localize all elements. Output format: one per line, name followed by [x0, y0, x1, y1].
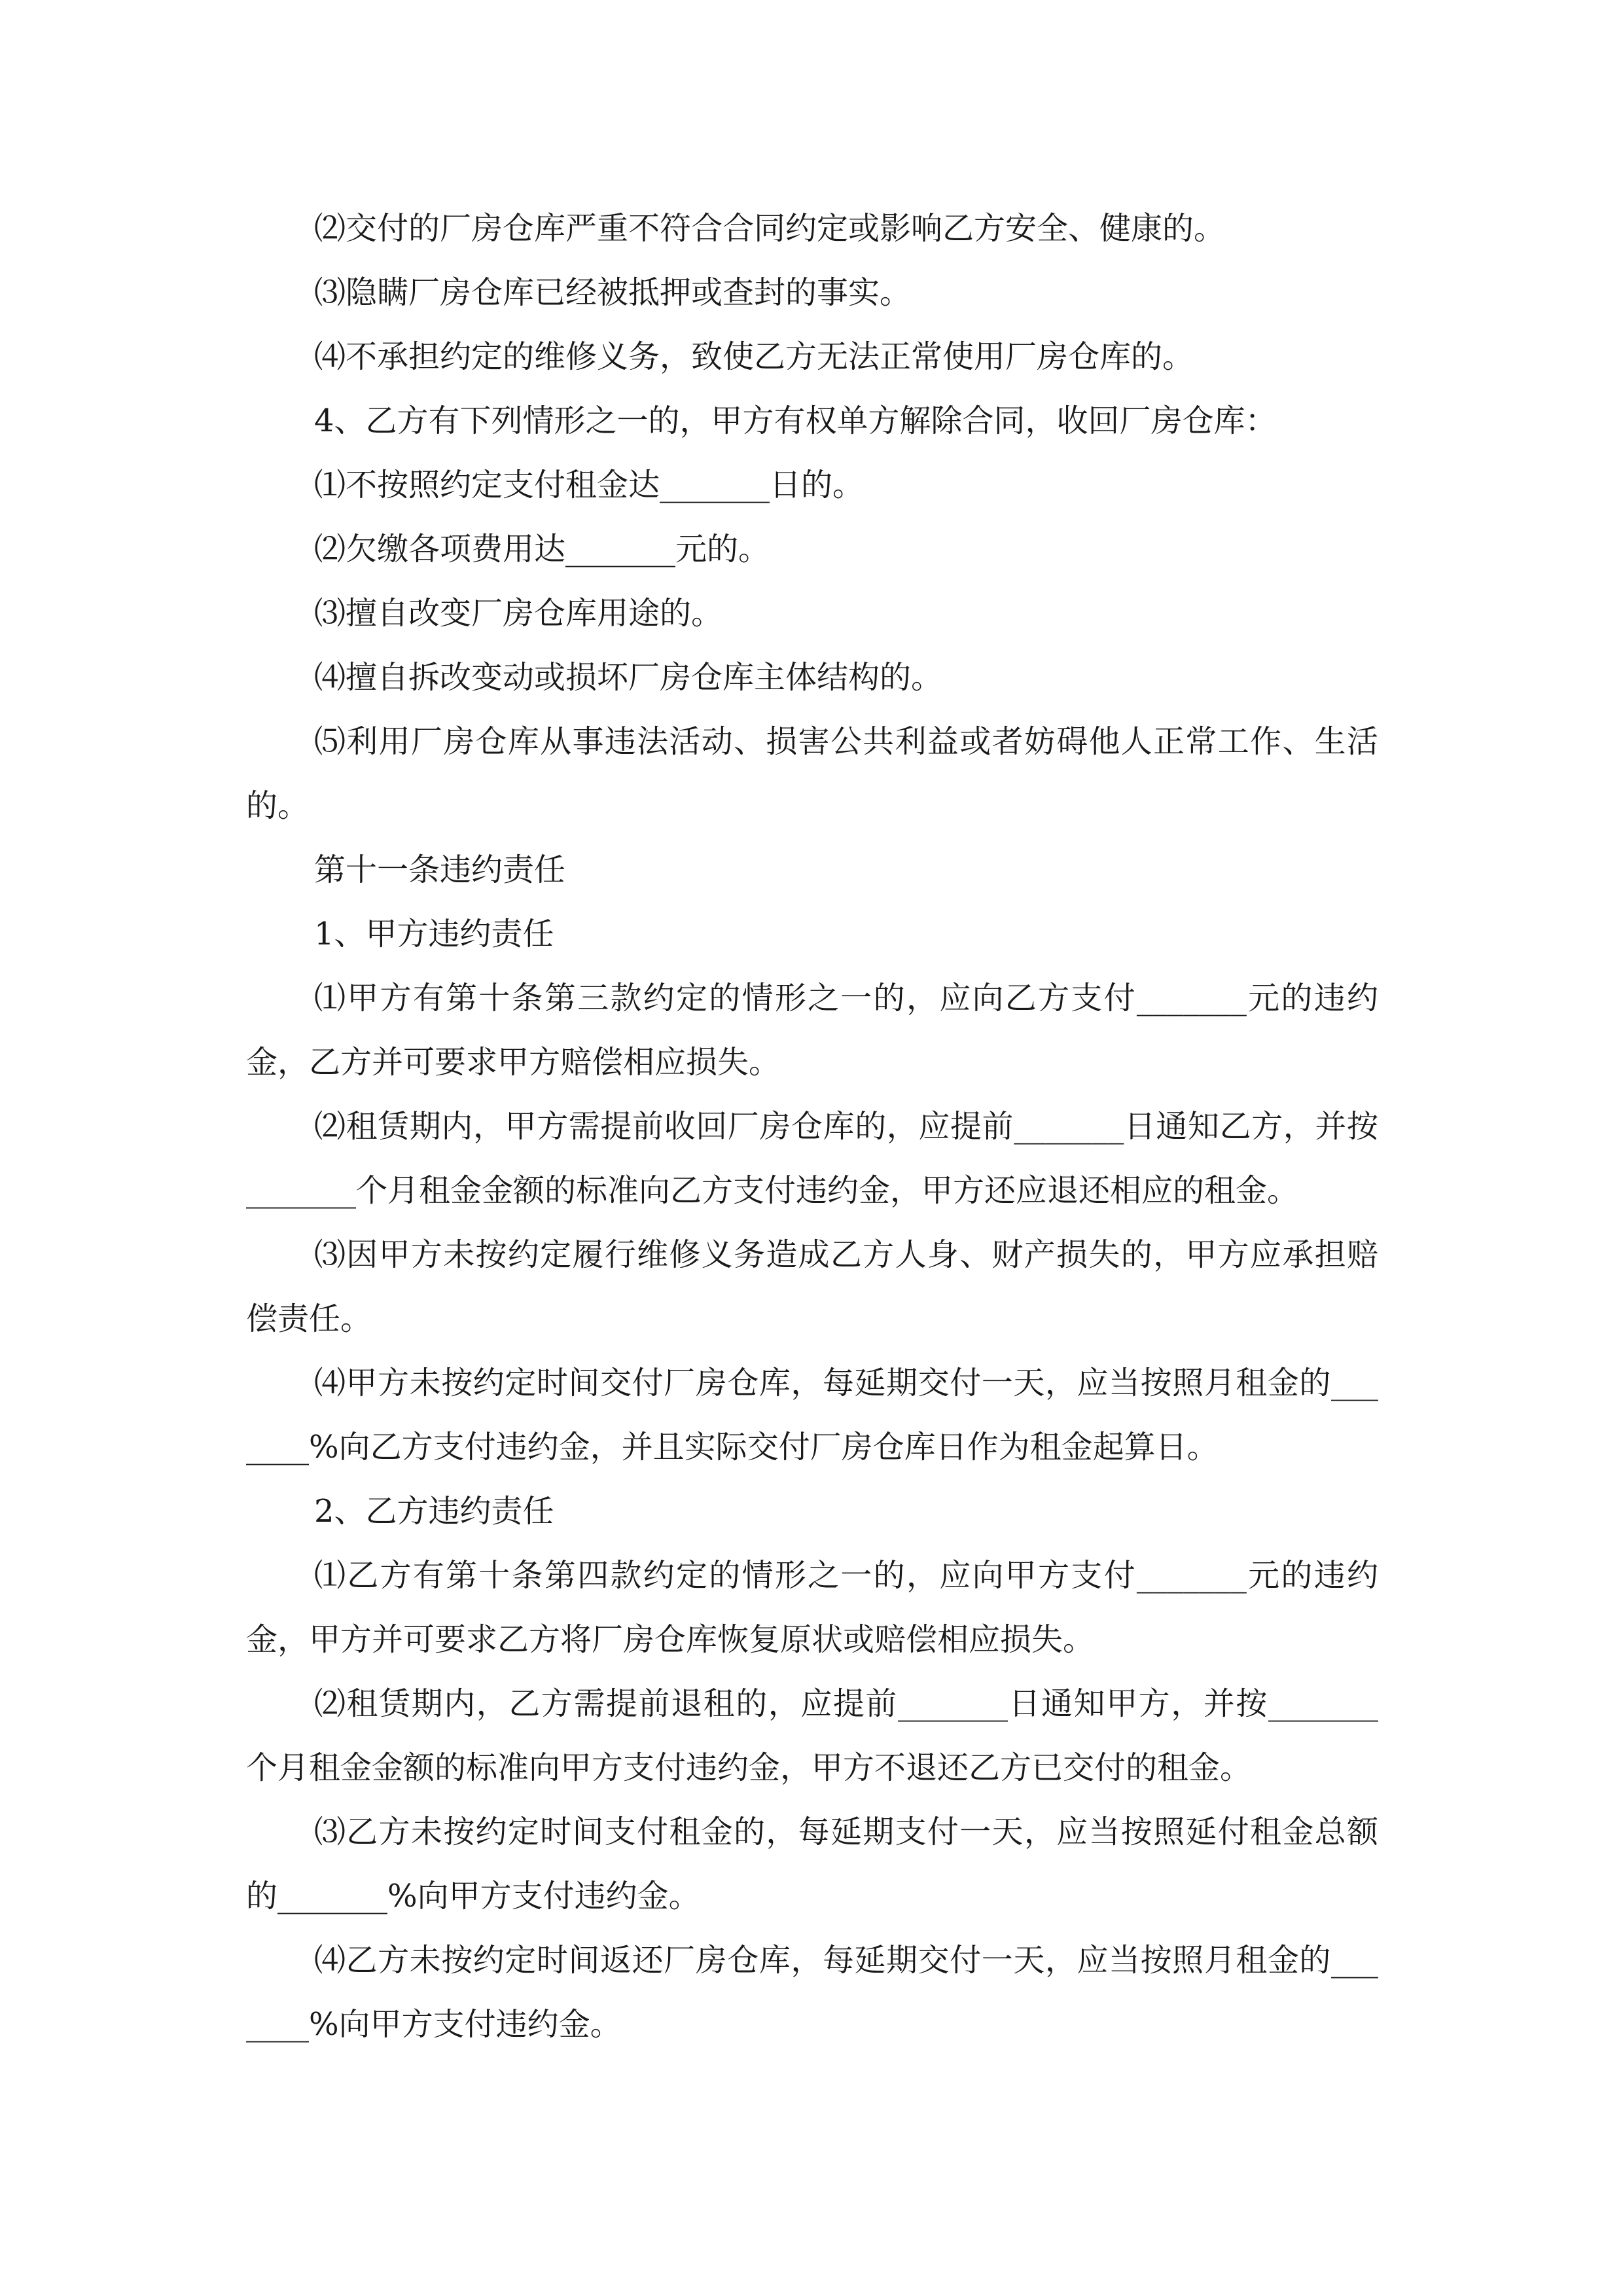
clause-10-3-item-4: ⑷不承担约定的维修义务，致使乙方无法正常使用厂房仓库的。: [314, 338, 1194, 375]
article-11-title: 第十一条违约责任: [314, 852, 566, 888]
clause-11-2-item-1: ⑴乙方有第十条第四款约定的情形之一的，应向甲方支付_______元的违约金，甲方并可要求乙方将厂房仓库恢复原状或赔偿相应损失。: [246, 1557, 1378, 1658]
clause-10-4-item-1: ⑴不按照约定支付租金达_______日的。: [314, 467, 865, 503]
clause-11-1-item-1: ⑴甲方有第十条第三款约定的情形之一的，应向乙方支付_______元的违约金，乙方并可要求甲方赔偿相应损失。: [246, 980, 1378, 1081]
clause-10-4-item-5: ⑸利用厂房仓库从事违法活动、损害公共利益或者妨碍他人正常工作、生活的。: [246, 723, 1378, 824]
clause-11-1-heading: 1、甲方违约责任: [314, 916, 554, 952]
clause-11-2-heading: 2、乙方违约责任: [314, 1493, 554, 1530]
clause-10-4-item-3: ⑶擅自改变厂房仓库用途的。: [314, 595, 723, 632]
clause-11-2-item-3: ⑶乙方未按约定时间支付租金的，每延期支付一天，应当按照延付租金总额的_______%向甲方支付违约金。: [246, 1814, 1378, 1914]
clause-10-4-item-2: ⑵欠缴各项费用达_______元的。: [314, 531, 770, 567]
clause-10-4-item-4: ⑷擅自拆改变动或损坏厂房仓库主体结构的。: [314, 659, 943, 696]
clause-11-1-item-3: ⑶因甲方未按约定履行维修义务造成乙方人身、财产损失的，甲方应承担赔偿责任。: [246, 1236, 1378, 1337]
clause-10-4-heading: 4、乙方有下列情形之一的，甲方有权单方解除合同，收回厂房仓库：: [314, 403, 1277, 439]
clause-10-3-item-3: ⑶隐瞒厂房仓库已经被抵押或查封的事实。: [314, 274, 912, 311]
clause-11-1-item-4: ⑷甲方未按约定时间交付厂房仓库，每延期交付一天，应当按照月租金的_______%向乙方支付违约金，并且实际交付厂房仓库日作为租金起算日。: [246, 1365, 1378, 1465]
clause-11-2-item-4: ⑷乙方未按约定时间返还厂房仓库，每延期交付一天，应当按照月租金的_______%向甲方支付违约金。: [246, 1942, 1378, 2043]
document-body: [246, 196, 1378, 2056]
clause-10-3-item-2: ⑵交付的厂房仓库严重不符合合同约定或影响乙方安全、健康的。: [314, 210, 1226, 247]
clause-11-2-item-2: ⑵租赁期内，乙方需提前退租的，应提前_______日通知甲方，并按_______个月租金金额的标准向甲方支付违约金，甲方不退还乙方已交付的租金。: [246, 1685, 1378, 1786]
clause-11-1-item-2: ⑵租赁期内，甲方需提前收回厂房仓库的，应提前_______日通知乙方，并按_______个月租金金额的标准向乙方支付违约金，甲方还应退还相应的租金。: [246, 1108, 1378, 1209]
